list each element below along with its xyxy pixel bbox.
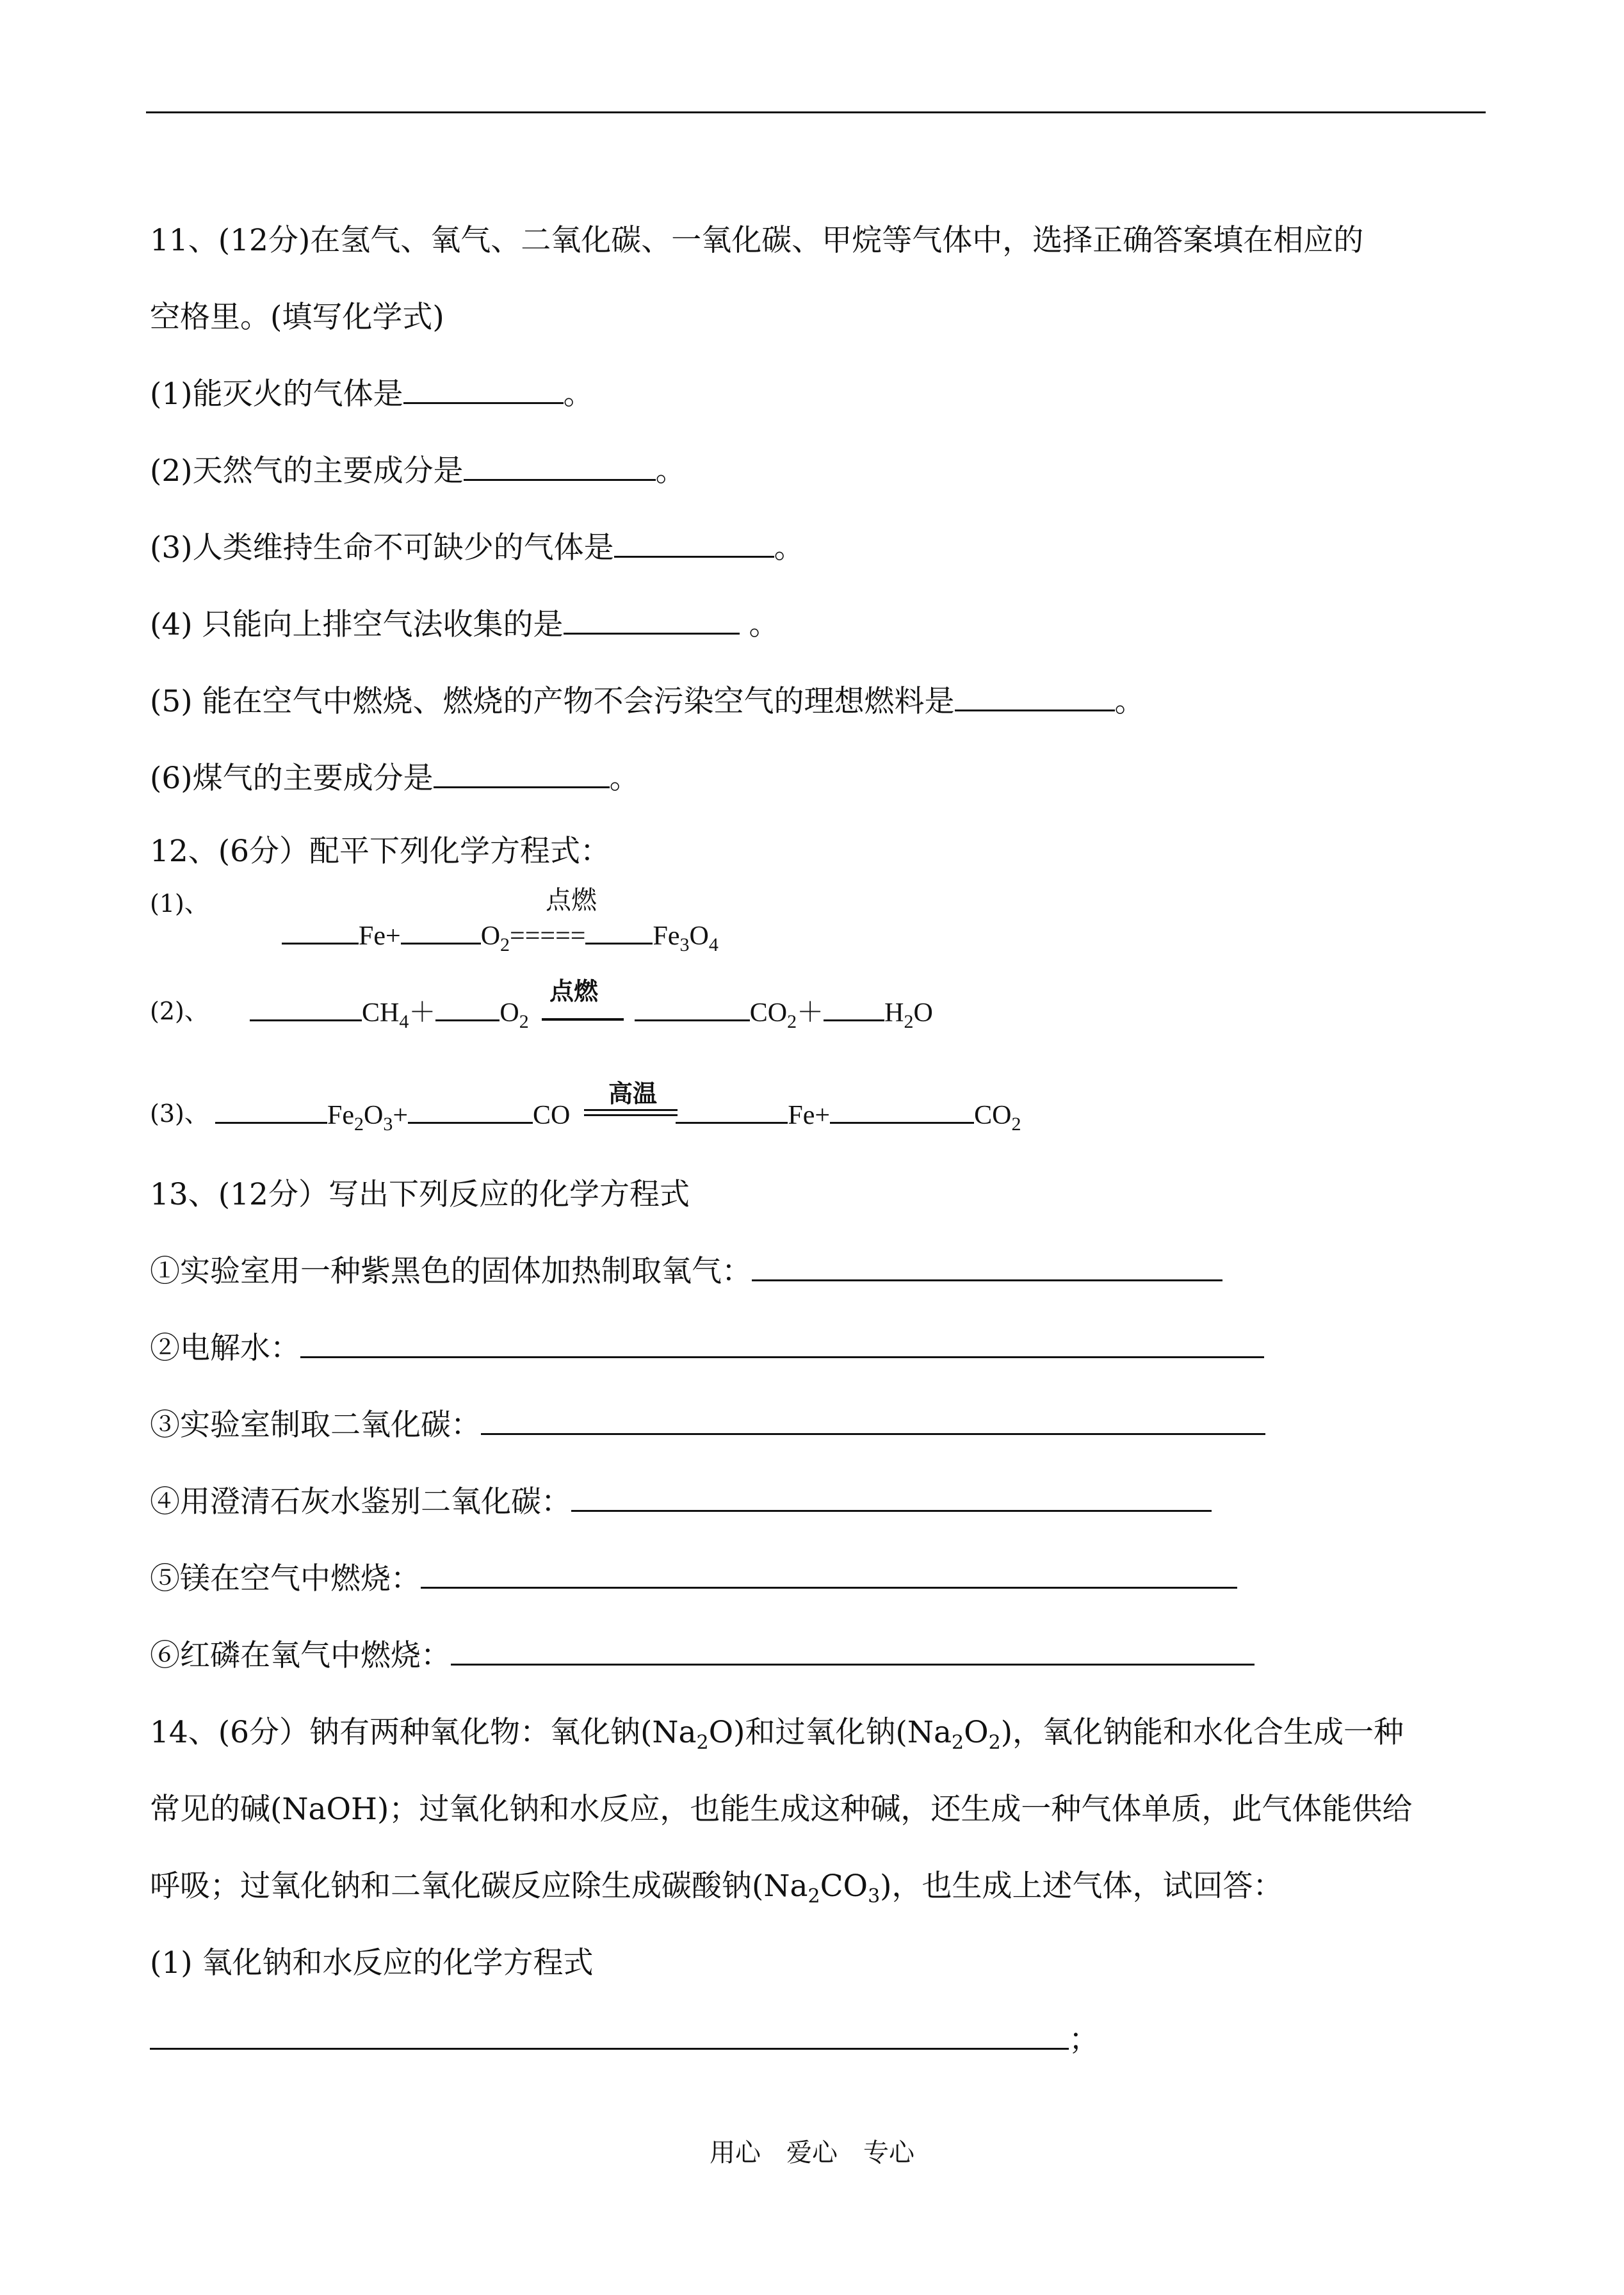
eq3-condition: 高温 — [608, 1080, 658, 1108]
q14-sub1: (1) 氧化钠和水反应的化学方程式 — [150, 1945, 594, 1981]
q14-line3: 呼吸；过氧化钠和二氧化碳反应除生成碳酸钠$(Na_2CO_3)$，也生成上述气体，试回答： — [150, 1869, 1283, 1908]
eq2-condition: 点燃 — [549, 977, 599, 1005]
q11-intro-line2: 空格里。(填写化学式) — [150, 300, 444, 335]
coefficient-blank[interactable] — [824, 996, 884, 1021]
q13-item-1: ①实验室用一种紫黑色的固体加热制取氧气： — [150, 1253, 1222, 1291]
coefficient-blank[interactable] — [635, 996, 750, 1021]
eq1-condition: 点燃 — [546, 886, 597, 915]
answer-line[interactable] — [300, 1331, 1264, 1358]
q13-item-3: ③实验室制取二氧化碳： — [150, 1406, 1265, 1445]
coefficient-blank[interactable] — [585, 920, 653, 945]
q13-item-6: ⑥红磷在氧气中燃烧： — [150, 1637, 1255, 1675]
q11-item-2: (2)天然气的主要成分是 。 — [150, 453, 686, 489]
q13-item-5: ⑤镁在空气中燃烧： — [150, 1560, 1237, 1598]
q14-answer: ； — [150, 2021, 1099, 2059]
eq1-label: (1)、 — [150, 889, 209, 918]
answer-line[interactable] — [451, 1638, 1255, 1666]
answer-blank[interactable] — [564, 607, 740, 635]
q13-intro: 13、(12分）写出下列反应的化学方程式 — [150, 1177, 690, 1212]
answer-blank[interactable] — [403, 377, 564, 404]
answer-line[interactable] — [421, 1561, 1237, 1589]
answer-blank[interactable] — [434, 761, 610, 788]
q11-item-5: (5) 能在空气中燃烧、燃烧的产物不会污染空气的理想燃料是 。 — [150, 684, 1145, 719]
q11-item-4: (4) 只能向上排空气法收集的是 。 — [150, 607, 779, 642]
q13-item-4: ④用澄清石灰水鉴别二氧化碳： — [150, 1483, 1212, 1521]
equation-3: $Fe_2O_3+$ CO $Fe+ CO_2$ — [215, 1099, 1021, 1131]
q13-item-2: ②电解水： — [150, 1329, 1264, 1368]
coefficient-blank[interactable] — [408, 1099, 533, 1124]
equation-2: $CH_4+ O_2$ $CO_2+ H_2O$ — [250, 996, 933, 1029]
page-footer: 用心 爱心 专心 — [710, 2138, 914, 2168]
answer-blank[interactable] — [955, 684, 1115, 711]
answer-blank[interactable] — [464, 453, 656, 481]
coefficient-blank[interactable] — [676, 1099, 788, 1124]
equation-1: $Fe+ O_2===== Fe_3O_4$ — [282, 920, 719, 952]
eq3-label: (3)、 — [150, 1099, 209, 1128]
q11-item-3: (3)人类维持生命不可缺少的气体是 。 — [150, 530, 804, 565]
eq2-label: (2)、 — [150, 997, 209, 1025]
q11-item-1: (1)能灭火的气体是 。 — [150, 377, 594, 412]
q14-line2: 常见的碱(NaOH)；过氧化钠和水反应，也能生成这种碱，还生成一种气体单质，此气体能供给 — [150, 1792, 1413, 1827]
answer-line[interactable] — [150, 2022, 1069, 2050]
coefficient-blank[interactable] — [215, 1099, 327, 1124]
coefficient-blank[interactable] — [435, 996, 499, 1021]
q11-intro-line1: 11、(12分)在氢气、氧气、二氧化碳、一氧化碳、甲烷等气体中，选择正确答案填在相应的 — [150, 223, 1364, 258]
answer-line[interactable] — [481, 1407, 1265, 1435]
q11-item-6: (6)煤气的主要成分是 。 — [150, 761, 640, 796]
coefficient-blank[interactable] — [250, 996, 362, 1021]
q14-line1: 14、(6分）钠有两种氧化物：氧化钠$(Na_2O)$和过氧化钠$(Na_2O_2)$，氧化钠能和水化合生成一种 — [150, 1715, 1404, 1754]
coefficient-blank[interactable] — [282, 920, 359, 945]
header-rule — [146, 111, 1486, 113]
coefficient-blank[interactable] — [830, 1099, 974, 1124]
coefficient-blank[interactable] — [401, 920, 481, 945]
q12-intro: 12、(6分）配平下列化学方程式： — [150, 834, 611, 869]
answer-line[interactable] — [752, 1254, 1222, 1281]
answer-line[interactable] — [571, 1484, 1212, 1512]
answer-blank[interactable] — [614, 530, 774, 558]
